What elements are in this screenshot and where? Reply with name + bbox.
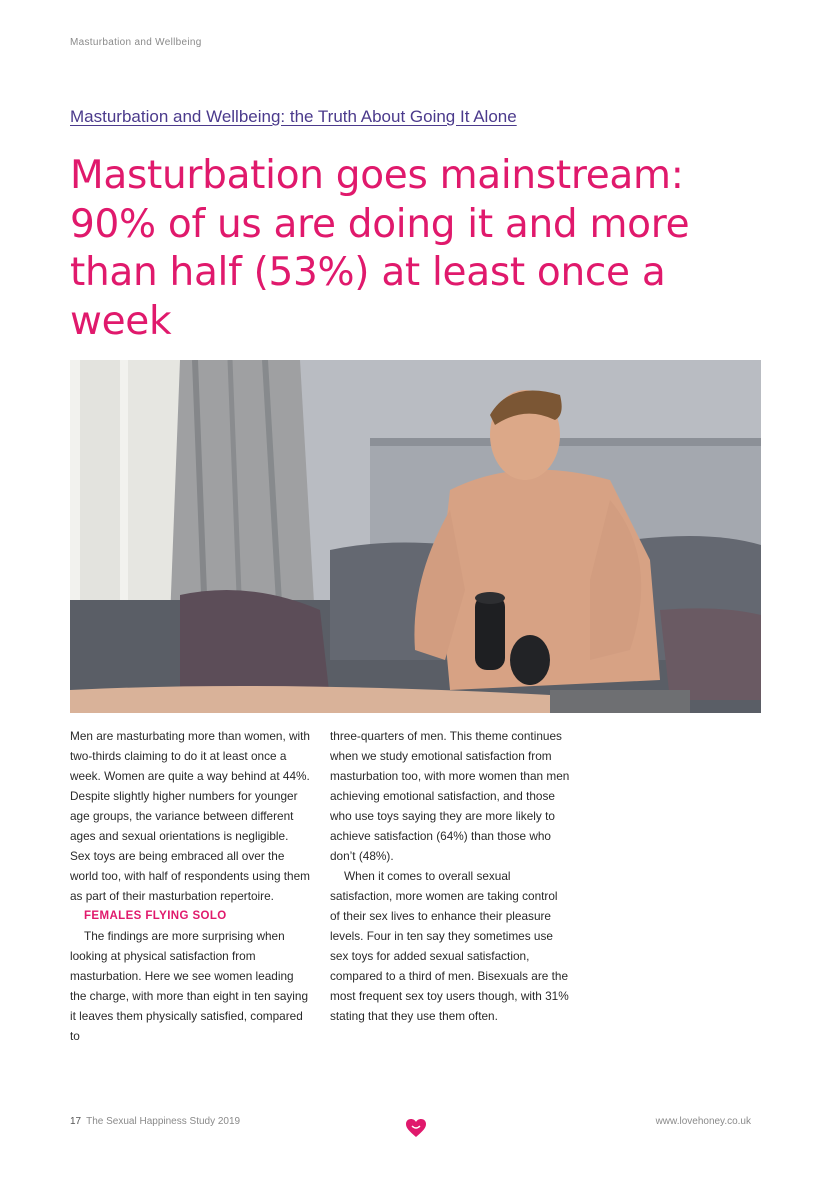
heart-logo-icon [405, 1118, 427, 1138]
running-head: Masturbation and Wellbeing [70, 37, 202, 48]
body-column-right [330, 726, 570, 1026]
hero-image [70, 360, 761, 713]
paragraph: When it comes to overall sexual satisfaction, more women are taking control of their sex lives to enhance their pleasure levels. Four in ten say they sometimes use sex toys for added sexual satisfaction, compared to a third of men. Bisexuals are the most frequent sex toy users though, with 31% stating that they use them often. [330, 869, 569, 1023]
body-column-left [70, 726, 310, 1046]
publication-title: The Sexual Happiness Study 2019 [86, 1116, 241, 1127]
section-link[interactable]: Masturbation and Wellbeing: the Truth About Going It Alone [70, 107, 517, 126]
paragraph: The findings are more surprising when looking at physical satisfaction from masturbation. Here we see women leading the charge, with more than eight in ten saying it leaves them physically satisfied, compared to [70, 929, 309, 1043]
page-number: 17 [70, 1116, 82, 1127]
paragraph: Men are masturbating more than women, with two-thirds claiming to do it at least once a week. Women are quite a way behind at 44%. Despite slightly higher numbers for younger age groups, the variance between different ages and sexual orientations is negligible. Sex toys are being embraced all over the world too, with half of respondents using them as part of their masturbation repertoire. [70, 729, 311, 903]
paragraph: three-quarters of men. This theme continues when we study emotional satisfaction from masturbation too, with more women than men achieving emotional satisfaction, and those who use toys saying they are more likely to achieve satisfaction (64%) than those who don’t (48%). [330, 729, 570, 863]
page-title: Masturbation goes mainstream: 90% of us are doing it and more than half (53%) at least once a week [70, 153, 690, 344]
footer-url-link[interactable]: www.lovehoney.co.uk [655, 1116, 751, 1127]
subheading: FEMALES FLYING SOLO [84, 910, 227, 922]
footer-publication [70, 1116, 240, 1127]
